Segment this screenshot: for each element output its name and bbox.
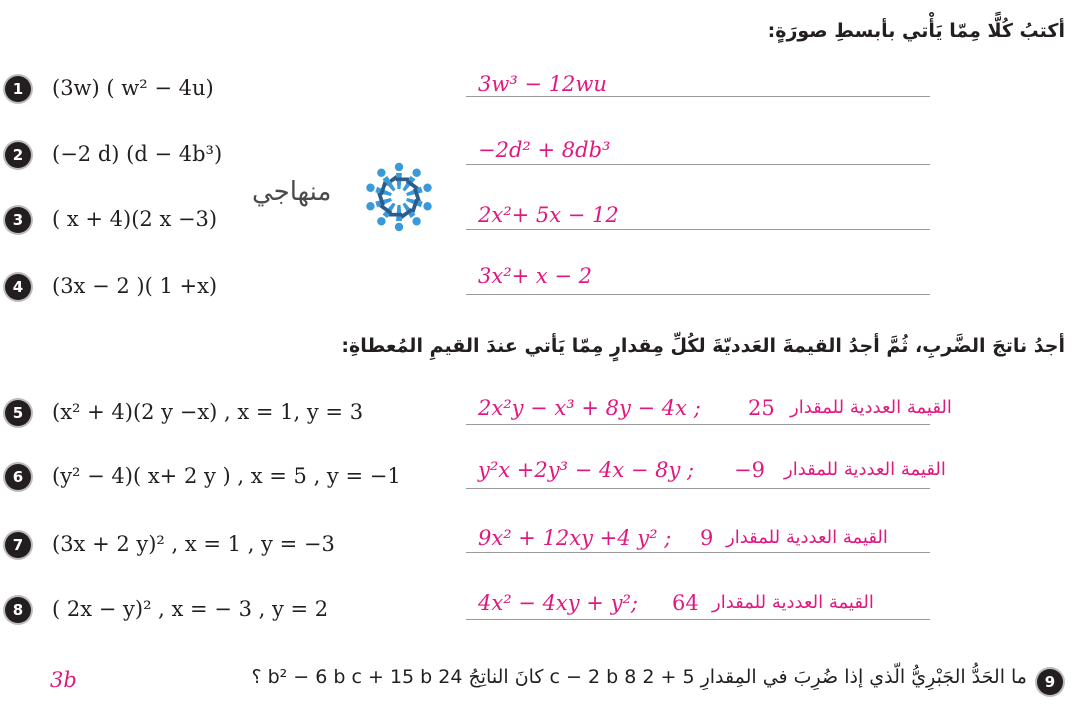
exercise-number: 2 (5, 142, 31, 168)
exercise-expression: (3x + 2 y)² , x = 1 , y = −3 (52, 532, 335, 556)
exercise-number: 1 (5, 76, 31, 102)
answer-line (466, 424, 930, 425)
exercise-number: 3 (5, 207, 31, 233)
exercise-expression: (3w) ( w² − 4u) (52, 76, 214, 100)
exercise-answer: 4x² − 4xy + y²; (478, 591, 638, 615)
answer-line (466, 552, 930, 553)
exercise-row-8 (0, 591, 1087, 631)
exercise-row-2 (0, 138, 1087, 178)
exercise-answer: −2d² + 8db³ (478, 138, 611, 162)
exercise-number: 4 (5, 274, 31, 300)
exercise-answer: 3w³ − 12wu (478, 72, 607, 96)
exercise-expression: (3x − 2 )( 1 +x) (52, 274, 218, 298)
exercise-expression: (−2 d) (d − 4b³) (52, 142, 223, 166)
exercise-expression: ( 2x − y)² , x = − 3 , y = 2 (52, 597, 329, 621)
exercise-expression: (x² + 4)(2 y −x) , x = 1, y = 3 (52, 400, 364, 424)
exercise-answer: 2x²+ 5x − 12 (478, 203, 619, 227)
q9-text: ما الحَدُّ الجَبْرِيُّ الّذي إذا ضُرِبَ في المِقدارِ 5 + 2 c − 2 b 8 كانَ الناتِجُ 24 b² − 6 b c + 15 b ؟ (251, 666, 1027, 688)
manhaji-flower-icon (357, 155, 441, 239)
answer-line (466, 164, 930, 165)
value-label: القيمة العددية للمقدار (712, 592, 874, 613)
exercise-number: 6 (5, 464, 31, 490)
answer-line (466, 294, 930, 295)
value-label: القيمة العددية للمقدار (726, 527, 888, 548)
exercise-expression: (y² − 4)( x+ 2 y ) , x = 5 , y = −1 (52, 464, 401, 488)
exercise-value: −9 (734, 458, 765, 482)
exercise-answer: y²x +2y³ − 4x − 8y ; (478, 458, 695, 482)
exercise-value: 64 (672, 591, 699, 615)
exercise-value: 9 (700, 526, 714, 550)
answer-line (466, 488, 930, 489)
section2-heading: أجدُ ناتجَ الضَّربِ، ثُمَّ أجدُ القيمةَ العَدديّةَ لكُلِّ مِقدارٍ مِمّا يَأتي عندَ القيمِ المُعطاةِ: (341, 335, 1065, 357)
exercise-value: 25 (748, 396, 775, 420)
exercise-number: 7 (5, 532, 31, 558)
manhaji-logo (252, 155, 442, 240)
exercise-number-9: 9 (1037, 669, 1063, 695)
value-label: القيمة العددية للمقدار (790, 397, 952, 418)
exercise-row-5 (0, 396, 1087, 436)
answer-line (466, 96, 930, 97)
exercise-answer: 3x²+ x − 2 (478, 264, 593, 288)
value-label: القيمة العددية للمقدار (784, 459, 946, 480)
exercise-row-6 (0, 458, 1087, 498)
answer-line (466, 229, 930, 230)
section1-heading: أكتبُ كُلًّا مِمّا يَأْتي بأبسطِ صورَةٍ: (767, 20, 1065, 42)
exercise-answer: 9x² + 12xy +4 y² ; (478, 526, 672, 550)
q9-answer: 3b (50, 668, 77, 692)
exercise-answer: 2x²y − x³ + 8y − 4x ; (478, 396, 701, 420)
exercise-row-3 (0, 203, 1087, 243)
exercise-number: 5 (5, 400, 31, 426)
answer-line (466, 619, 930, 620)
logo-text: منهاجي (252, 177, 332, 207)
exercise-number: 8 (5, 597, 31, 623)
exercise-row-4 (0, 264, 1087, 308)
exercise-row-7 (0, 526, 1087, 566)
exercise-row-1 (0, 72, 1087, 112)
exercise-expression: ( x + 4)(2 x −3) (52, 207, 218, 231)
